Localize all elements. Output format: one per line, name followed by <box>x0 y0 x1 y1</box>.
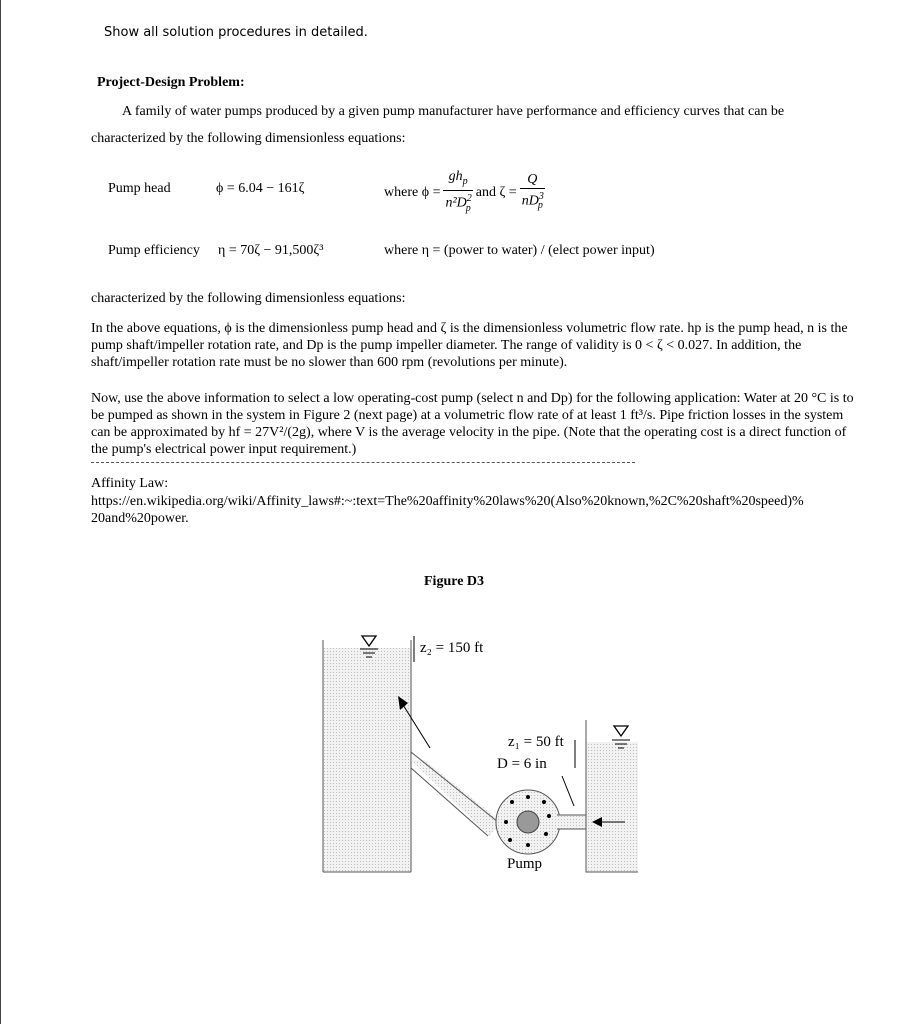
zeta-denominator-sub: p <box>537 200 543 212</box>
dimensionless-definitions <box>384 168 545 218</box>
phi-numerator-sub: p <box>462 176 468 188</box>
phi-definition-label: where ϕ = <box>384 185 441 200</box>
figure-title: Figure D3 <box>424 574 485 589</box>
problem-title: Project-Design Problem: <box>97 75 245 90</box>
paragraph-definitions: In the above equations, ϕ is the dimensionless pump head and ζ is the dimensionless volumetric flow rate. hp is the pump head, n is the pump shaft/impeller rotation rate, and Dp is the pump impeller diameter. The range of validity is 0 < ζ < 0.027. In addition, the shaft/impeller rotation rate must be no slower than 600 rpm (revolutions per minute). <box>91 321 848 370</box>
discharge-pipe <box>398 696 502 836</box>
pump-label: Pump <box>507 856 543 872</box>
page-edge <box>0 0 1 1024</box>
intro-line-2: characterized by the following dimensionless equations: <box>91 131 406 146</box>
dashed-separator <box>91 462 635 463</box>
diameter-label: D = 6 in <box>497 756 547 772</box>
paragraph-application: Now, use the above information to select a low operating-cost pump (select n and Dp) for the following application: Water at 20 °C is to be pumped as shown in the system in Figure 2 (next page) at a volumetric flow rate of at least 1 ft³/s. Pipe friction losses in the system can be approximated by hf = 27V²/(2g), where V is the average velocity in the pipe. (Note that the operating cost is a direct function of the pump's electrical power input requirement.) <box>91 391 854 457</box>
zeta-definition-label: and ζ = <box>475 185 517 200</box>
lower-reservoir <box>586 720 638 872</box>
efficiency-definition: where η = (power to water) / (elect power input) <box>384 243 655 258</box>
pump-head-label: Pump head <box>108 181 171 196</box>
pump-efficiency-equation: η = 70ζ − 91,500ζ³ <box>218 243 324 258</box>
affinity-url-line-1[interactable]: https://en.wikipedia.org/wiki/Affinity_laws#:~:text=The%20affinity%20laws%20(Also%20known,%2C%20shaft%20speed)% <box>91 494 804 509</box>
diameter-leader-line <box>562 776 574 806</box>
affinity-url-line-2[interactable]: 20and%20power. <box>91 511 189 526</box>
repeated-line: characterized by the following dimensionless equations: <box>91 291 406 306</box>
z2-label: z₂ = 150 ft <box>420 640 484 656</box>
phi-denominator-sub: p <box>465 202 471 214</box>
z1-label: z₁ = 50 ft <box>508 734 564 750</box>
phi-numerator: gh <box>448 169 463 185</box>
phi-denominator: n²D <box>445 195 467 211</box>
pump-head-equation: ϕ = 6.04 − 161ζ <box>216 181 305 196</box>
zeta-denominator-sup: 3 <box>538 190 544 202</box>
affinity-label: Affinity Law: <box>91 476 169 491</box>
upper-reservoir <box>323 636 411 872</box>
zeta-numerator: Q <box>520 172 545 189</box>
phi-fraction <box>443 169 472 216</box>
zeta-fraction <box>520 172 545 214</box>
instruction-text: Show all solution procedures in detailed. <box>104 25 368 40</box>
pump-icon <box>496 790 586 854</box>
phi-denominator-sup: 2 <box>466 193 472 205</box>
zeta-denominator: nD <box>521 193 539 209</box>
pump-efficiency-label: Pump efficiency <box>108 243 200 258</box>
intro-line-1: A family of water pumps produced by a given pump manufacturer have performance and efficiency curves that can be <box>122 104 785 119</box>
